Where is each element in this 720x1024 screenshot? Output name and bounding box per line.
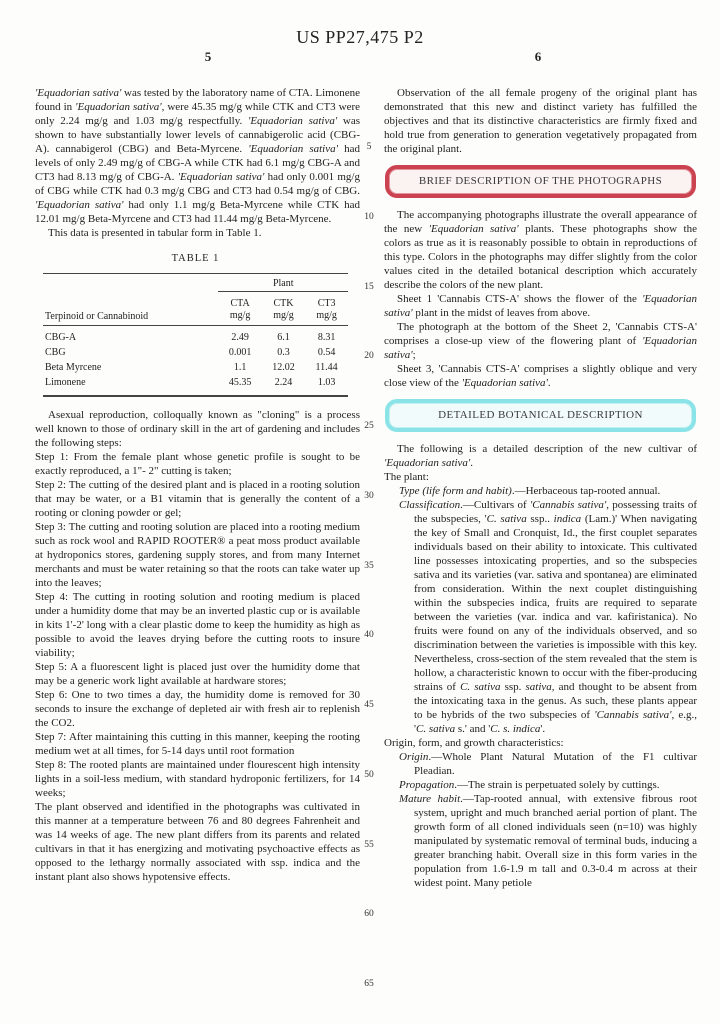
observation-paragraph: Observation of the all female progeny of the original plant has demonstrated that this new and distinct variety has fulfilled the objectives and that its distinctive characteristics are firmly fixed and hold true from generation to generation vegetatively propagated from the original plant. xyxy=(384,87,697,155)
botanical-item-mature-habit: Mature habit.—Tap-rooted annual, with extensive fibrous root system, upright and much branched aerial portion of plant. The growth form of all cloned individuals seen (n=10) was highly manipulated by systematic removal of terminal buds, inducing a greater branching habit. Overall size in this form varies in the population from 1.6-1.9 m tall and 0.3-0.4 m across at their widest point. Many petiole xyxy=(399,793,697,889)
origin-section-label: Origin, form, and growth characteristics: xyxy=(384,737,564,749)
step-paragraph: Step 2: The cutting of the desired plant and is placed in a rooting solution that may be water, or a B1 vitamin that is generally the content of a rooting or cloning powder or gel; xyxy=(35,479,360,519)
step-paragraph: Step 4: The cutting in rooting solution and rooting medium is placed under a humidity dome that may be an inverted plastic cup or is available in kits 1'-2' long with a clear plastic dome to keep the humidity as high as possible to avoid the leaves drying before the cutting roots to insure viability; xyxy=(35,591,360,659)
cloning-intro-paragraph: Asexual reproduction, colloqually known as "cloning" is a process well known to those of ordinary skill in the art of gardening and includes the following steps: xyxy=(35,409,360,449)
line-number: 20 xyxy=(364,351,374,361)
photographs-paragraph: Sheet 1 'Cannabis CTS-A' shows the flower of the 'Equadorian sativa' plant in the midst of leaves from above. xyxy=(384,293,697,319)
step-paragraph: Step 5: A a fluorescent light is placed just over the humidity dome that may be a generic work light available at hardware stores; xyxy=(35,661,360,687)
table-row-header-label: Terpinoid or Cannabinoid xyxy=(43,292,218,326)
table-row: CBG-A 2.49 6.1 8.31 xyxy=(45,332,336,343)
table-row: Limonene 45.35 2.24 1.03 xyxy=(45,377,336,388)
table-column-header: CTA mg/g xyxy=(218,292,261,326)
line-number: 30 xyxy=(364,491,374,501)
step-paragraph: Step 8: The rooted plants are maintained under flourescent high intensity lights in a soil-less medium, with standard hydroponic fertilizers, for 14 weeks; xyxy=(35,759,360,799)
botanical-item-origin: Origin.—Whole Plant Natural Mutation of the F1 cultivar Pleadian. xyxy=(399,751,697,777)
table-row: Beta Myrcene 1.1 12.02 11.44 xyxy=(45,362,338,373)
photographs-paragraph: The accompanying photographs illustrate the overall appearance of the new 'Equadorian sativa' plants. These photographs show the colors as true as it is reasonably possible to obtain in reproductions of this type. Colors in the photographs may differ slightly from the color values cited in the detailed botanical description which accurately describe the colors of the new plant. xyxy=(384,209,697,291)
line-number: 60 xyxy=(364,909,374,919)
photographs-paragraph: The photograph at the bottom of the Sheet 2, 'Cannabis CTS-A' comprises a close-up view of the flowering plant of 'Equadorian sativa'; xyxy=(384,321,697,361)
step-paragraph: Step 7: After maintaining this cutting in this manner, keeping the rooting medium wet at all times, for 5-14 days until root formation xyxy=(35,731,360,757)
plant-label: The plant: xyxy=(384,471,429,483)
table-column-header: CTK mg/g xyxy=(262,292,305,326)
patent-number-header: US PP27,475 P2 xyxy=(296,27,424,47)
line-number: 15 xyxy=(364,282,374,292)
table-row: CBG 0.001 0.3 0.54 xyxy=(45,347,336,358)
botanical-item-type: Type (life form and habit).—Herbaceous tap-rooted annual. xyxy=(399,485,661,497)
table-column-header: CT3 mg/g xyxy=(305,292,348,326)
line-number: 10 xyxy=(364,212,374,222)
botanical-intro-paragraph: The following is a detailed description of the new cultivar of 'Equadorian sativa'. xyxy=(384,443,697,469)
column-page-number-right: 6 xyxy=(534,49,542,64)
botanical-section-heading-annotation xyxy=(385,399,696,432)
photographs-paragraph: Sheet 3, 'Cannabis CTS-A' comprises a slightly oblique and very close view of the 'Equadorian sativa'. xyxy=(384,363,697,389)
table-group-header: Plant xyxy=(218,274,348,292)
line-number: 55 xyxy=(364,840,374,850)
table-caption: TABLE 1 xyxy=(171,253,220,264)
step-paragraph: Step 1: From the female plant whose genetic profile is sought to be exactly reproduced, a 1"- 2" cutting is taken; xyxy=(35,451,360,477)
column-page-number-left: 5 xyxy=(204,49,212,64)
line-number: 50 xyxy=(364,770,374,780)
line-number: 65 xyxy=(364,979,374,989)
botanical-item-classification: Classification.—Cultivars of 'Cannabis sativa', possessing traits of the subspecies, 'C. sativa ssp.. indica (Lam.)' When navigating the key of Small and Cronquist, Id., the first couplet separates individuals based on their ability to intoxicate. This cultivated line possesses intoxicating properties, and so the subspecies sativa and its varieties (var. sativa and spontanea) are eliminated from consideration. Within the next couplet distinguishing within the subspecies indica, fruits are required to separate between the varieties (var. indica and var. kafiristanica). No fruits were found on any of the individuals observed, and so discrimination between the varieties is impossible with this key. Nevertheless, cross-section of the stem revealed that the stem is hollow, a characteristic known to occur with the fiber-producing strains of C. sativa ssp. sativa, and thought to be absent from the intoxicating taxa in the genus. As such, these plants appear to be hybrids of the two subspecies of 'Cannabis sativa', e.g., 'C. sativa s.' and 'C. s. indica'. xyxy=(399,499,698,735)
step-paragraph: Step 6: One to two times a day, the humidity dome is removed for 30 seconds to insure the exchange of depleted air with fresh air to replenish the CO2. xyxy=(35,689,360,729)
botanical-item-propagation: Propagation.—The strain is perpetuated solely by cuttings. xyxy=(399,779,660,791)
line-number: 40 xyxy=(364,630,374,640)
step-paragraph: Step 3: The cutting and rooting solution are placed into a rooting medium such as rock wool and RAPID ROOTER® a peat moss product available at hydroponics stores, gardening supply stores, and from many Internet merchants and must be water retaining so that the roots can take water up into the leaves; xyxy=(35,521,360,589)
photographs-section-heading: BRIEF DESCRIPTION OF THE PHOTOGRAPHS xyxy=(418,175,663,187)
closing-paragraph: The plant observed and identified in the photographs was cultivated in this manner at a temperature between 76 and 80 degrees Fahrenheit and was 14 weeks of age. The new plant differs from its parents and related cultivars in that it has energizing and motivating psychoactive effects as opposed to the lethargy normally associated with ssp. indica and the instant plant also shows hypotensive effects. xyxy=(35,801,360,883)
right-column xyxy=(384,86,697,890)
line-number: 35 xyxy=(364,561,374,571)
table-intro-paragraph: This data is presented in tabular form in Table 1. xyxy=(48,227,262,239)
left-column xyxy=(35,86,360,884)
table-1-block xyxy=(43,253,348,397)
line-number: 45 xyxy=(364,700,374,710)
terpinoid-table xyxy=(43,273,348,397)
botanical-section-heading: DETAILED BOTANICAL DESCRIPTION xyxy=(438,409,643,421)
intro-paragraph: 'Equadorian sativa' was tested by the laboratory name of CTA. Limonene found in 'Equadorian sativa', were 45.35 mg/g while CTK and CT3 were only 2.24 mg/g and 1.03 mg/g respectfully. 'Equadorian sativa' was shown to have substantially lower levels of cannabigerolic acid (CBG-A). cannabigerol (CBG) and Beta-Myrcene. 'Equadorian sativa' had levels of only 2.49 mg/g of CBG-A while CTK had 6.1 mg/g CBG-A and CT3 had 8.13 mg/g of CBG-A. 'Equadorian sativa' had only 0.001 mg/g of CBG while CTK had 0.3 mg/g CBG and CT3 had 0.54 mg/g of CBG. 'Equadorian sativa' had only 1.1 mg/g Beta-Myrcene while CTK had 12.01 mg/g Beta-Myrcene and CT3 had 11.44 mg/g Beta-Myrcene. xyxy=(35,87,361,225)
photographs-section-heading-annotation xyxy=(385,165,696,198)
line-number: 25 xyxy=(364,421,374,431)
line-number: 5 xyxy=(366,142,372,152)
